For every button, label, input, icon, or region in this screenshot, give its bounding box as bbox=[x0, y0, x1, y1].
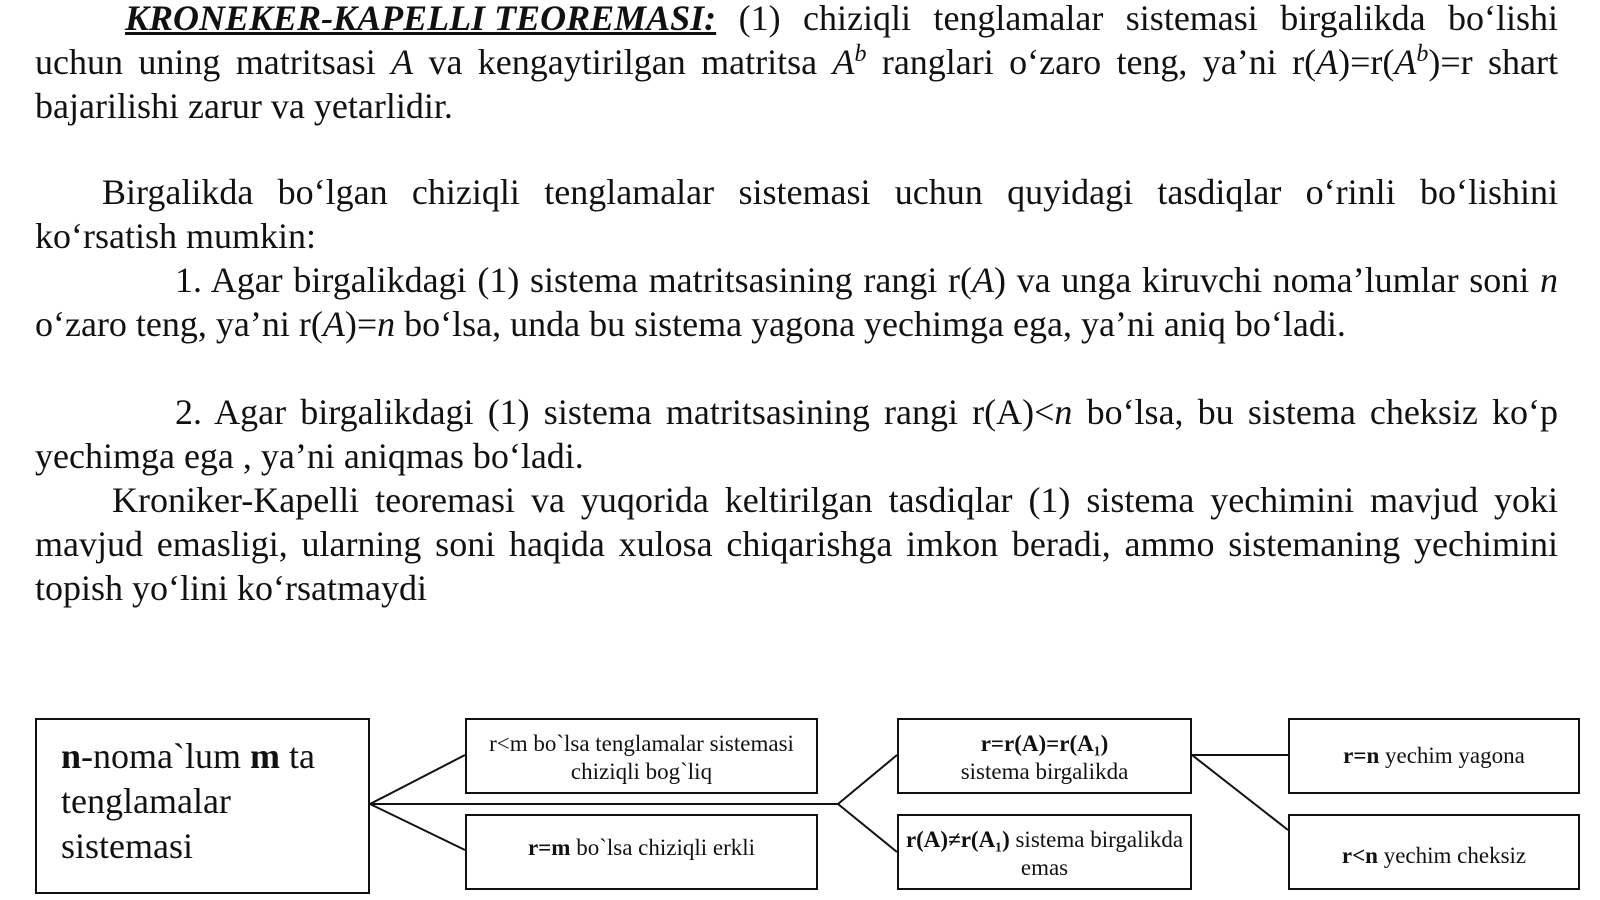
unique-condition: r=n bbox=[1343, 743, 1380, 768]
symbol-a: A bbox=[391, 42, 414, 82]
theorem-text-2: va kengaytirilgan matritsa bbox=[428, 42, 818, 82]
connector-to-box4 bbox=[838, 804, 897, 852]
system-m: m bbox=[250, 736, 280, 776]
symbol-a-rank: A bbox=[1316, 42, 1339, 82]
connector-main-to-box2 bbox=[370, 804, 465, 850]
inconsistent-condition: r(A)≠r(A₁) bbox=[905, 827, 1010, 852]
theorem-text-3: ranglari o‘zaro teng, ya’ni r( bbox=[881, 42, 1317, 82]
theorem-text-5: )=r shart bajarilishi zarur va yetarlidir. bbox=[35, 42, 1559, 126]
diagram-system-box bbox=[35, 718, 370, 894]
symbol-a-ext-rank: A bbox=[1394, 42, 1417, 82]
consistent-condition: r=r(A)=r(A₁) bbox=[980, 731, 1109, 756]
statement-1-text-c: o‘zaro teng, ya’ni r( bbox=[35, 304, 323, 344]
statement-1-symbol-n2: n bbox=[377, 304, 396, 344]
theorem-text-1: (1) chiziqli tenglamalar sistemasi birgalikda bo‘lishi uchun uning matritsasi bbox=[35, 0, 1558, 82]
superscript-b: b bbox=[854, 41, 867, 67]
connector-to-box3 bbox=[838, 755, 897, 804]
unique-text: yechim yagona bbox=[1384, 743, 1525, 768]
diagram-consistent-box bbox=[897, 718, 1192, 794]
system-unknowns: -noma`lum bbox=[81, 736, 241, 776]
statement-1-text-e: bo‘lsa, unda bu sistema yagona yechimga ega, ya’ni aniq bo‘ladi. bbox=[404, 304, 1346, 344]
statement-1-symbol-a: A bbox=[971, 260, 994, 300]
statement-1-text-a: 1. Agar birgalikdagi (1) sistema matritsasining rangi r( bbox=[175, 260, 972, 300]
diagram-inconsistent-box bbox=[897, 814, 1192, 890]
statement-1-symbol-n: n bbox=[1540, 260, 1559, 300]
infinite-condition: r<n bbox=[1341, 843, 1378, 868]
statement-1-text-d: )= bbox=[344, 304, 378, 344]
superscript-b-rank: b bbox=[1416, 41, 1429, 67]
statement-1-symbol-a2: A bbox=[322, 304, 345, 344]
consistent-text: sistema birgalikda bbox=[960, 759, 1129, 784]
diagram-unique-solution-box bbox=[1288, 718, 1580, 794]
connector-main-to-box1 bbox=[370, 755, 465, 804]
infinite-text: yechim cheksiz bbox=[1383, 843, 1527, 868]
diagram-dependent-box: r<m bo`lsa tenglamalar sistemasi chiziqli bog`liq bbox=[465, 718, 818, 794]
system-n: n bbox=[61, 736, 82, 776]
symbol-a-ext: A bbox=[832, 42, 855, 82]
statement-2-text-b: bo‘lsa, bu sistema cheksiz ko‘p yechimga ega , ya’ni aniqmas bo‘ladi. bbox=[35, 392, 1559, 476]
statement-2-symbol-n: n bbox=[1054, 392, 1073, 432]
independent-condition: r=m bbox=[527, 835, 571, 860]
theorem-text-4: )=r( bbox=[1338, 42, 1395, 82]
inconsistent-text: sistema birgalikda emas bbox=[1015, 827, 1184, 880]
intro-paragraph: Birgalikda bo‘lgan chiziqli tenglamalar sistemasi uchun quyidagi tasdiqlar o‘rinli bo‘lishini ko‘rsatish mumkin: bbox=[35, 172, 1558, 256]
theorem-title: KRONEKER-KAPELLI TEOREMASI: bbox=[125, 0, 717, 38]
diagram-infinite-solution-box bbox=[1288, 814, 1580, 890]
conclusion-paragraph: Kroniker-Kapelli teoremasi va yuqorida keltirilgan tasdiqlar (1) sistema yechimini mavjud yoki mavjud emasligi, ularning soni haqida xulosa chiqarishga imkon beradi, ammo sistemaning yechimini topish yo‘lini ko‘rsatmaydi bbox=[35, 480, 1558, 608]
connector-box3-to-box6 bbox=[1192, 755, 1288, 830]
diagram-independent-box bbox=[465, 814, 818, 890]
statement-2-text-a: 2. Agar birgalikdagi (1) sistema matritsasining rangi r(A)< bbox=[175, 392, 1055, 432]
statement-1-text-b: ) va unga kiruvchi noma’lumlar soni bbox=[993, 260, 1530, 300]
independent-text: bo`lsa chiziqli erkli bbox=[576, 835, 756, 860]
system-equations: ta tenglamalar sistemasi bbox=[61, 736, 315, 866]
